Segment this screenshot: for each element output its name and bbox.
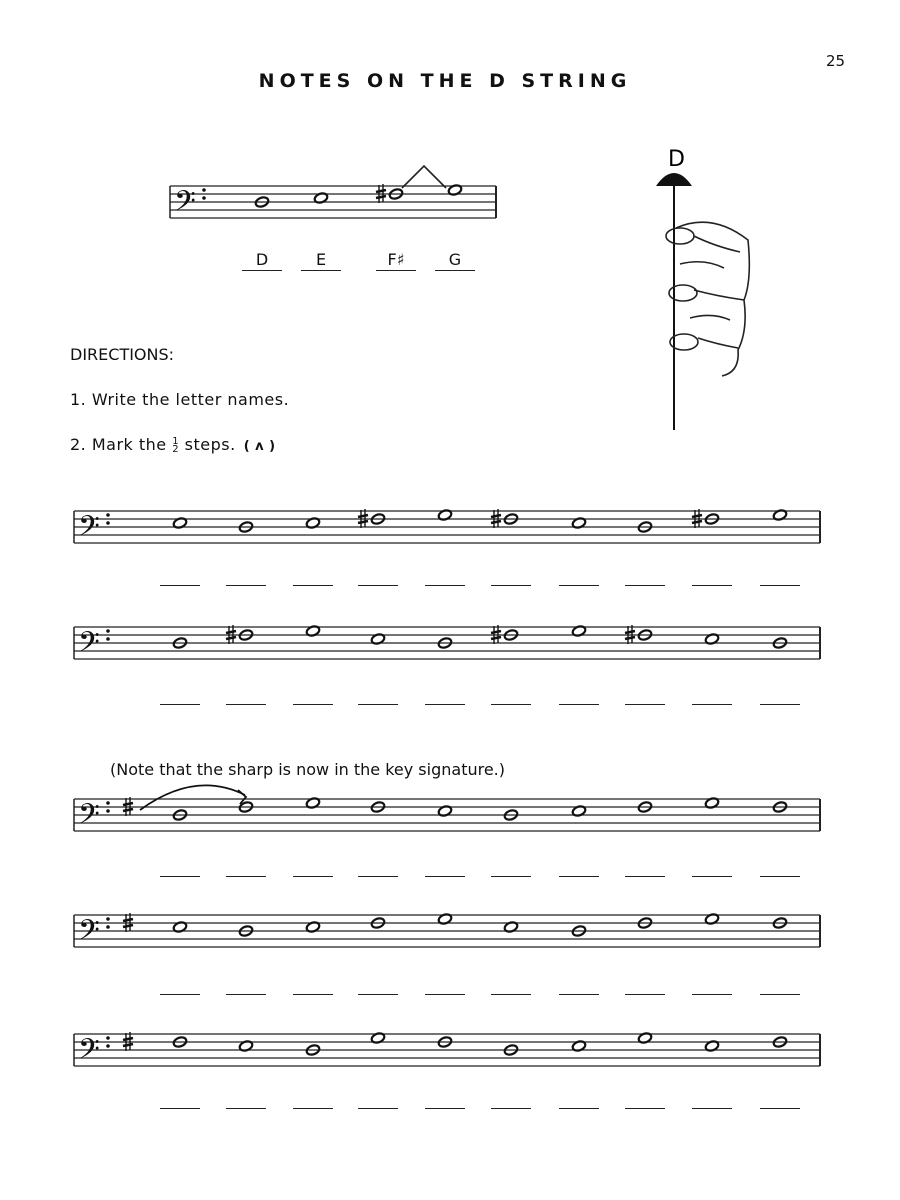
answer-blank[interactable] [491,585,531,586]
bass-clef-icon: 𝄢 [78,510,100,550]
clef-dot [106,917,110,921]
staff-3 [74,797,820,838]
answer-blank[interactable] [293,1108,333,1109]
answer-blank[interactable] [692,1108,732,1109]
answer-blank[interactable] [491,704,531,705]
staff-4 [74,913,820,954]
bass-clef-icon: 𝄢 [78,798,100,838]
clef-dot [106,925,110,929]
directions-heading: DIRECTIONS: [70,345,175,364]
answer-blank[interactable] [625,876,665,877]
bridge-dome [656,173,692,186]
answer-blank[interactable] [559,876,599,877]
answer-blank[interactable] [692,704,732,705]
key-signature-arrow [140,785,245,810]
clef-dot [202,196,206,200]
letter-name: G [435,250,475,271]
half-numerator: 1 [172,435,180,447]
answer-blank[interactable] [625,585,665,586]
answer-blank[interactable] [160,876,200,877]
answer-blank[interactable] [425,1108,465,1109]
direction-item-1: 1. Write the letter names. [70,390,290,409]
answer-blank[interactable] [559,704,599,705]
answer-blank[interactable] [358,704,398,705]
clef-dot [106,513,110,517]
answer-blank[interactable] [760,1108,800,1109]
answer-blank[interactable] [760,704,800,705]
answer-blank[interactable] [425,994,465,995]
answer-blank[interactable] [226,585,266,586]
answer-blank[interactable] [491,876,531,877]
intro-letter-names [0,250,900,276]
string-label: D [668,147,685,172]
clef-dot [106,637,110,641]
answer-blank[interactable] [425,876,465,877]
half-step-mark [402,166,446,188]
answer-blank[interactable] [760,585,800,586]
answer-blank[interactable] [358,876,398,877]
direction-2-text: 2. Mark the [70,435,167,454]
answer-blank[interactable] [760,876,800,877]
answer-blank[interactable] [559,585,599,586]
answer-blank[interactable] [692,876,732,877]
answer-blank[interactable] [293,876,333,877]
staff-2 [74,625,820,666]
answer-blank[interactable] [160,1108,200,1109]
answer-blank[interactable] [491,1108,531,1109]
clef-dot [106,1036,110,1040]
direction-item-2 [70,435,284,454]
bass-clef-icon: 𝄢 [78,1033,100,1073]
answer-blank[interactable] [358,994,398,995]
clef-dot [106,809,110,813]
half-denominator: 2 [172,443,180,455]
letter-name: F♯ [376,250,416,271]
clef-dot [106,521,110,525]
answer-blank[interactable] [226,1108,266,1109]
caret-symbol: ( ʌ ) [243,439,276,454]
answer-blank[interactable] [559,1108,599,1109]
answer-blank[interactable] [226,704,266,705]
exercise-staves [74,509,820,1073]
bass-clef-icon: 𝄢 [174,185,196,225]
half-fraction [170,435,182,455]
answer-blank[interactable] [760,994,800,995]
staff-5 [74,1032,820,1073]
answer-blank[interactable] [425,585,465,586]
answer-blank[interactable] [625,704,665,705]
answer-blank[interactable] [625,1108,665,1109]
answer-blank[interactable] [293,704,333,705]
answer-blank[interactable] [559,994,599,995]
answer-blank[interactable] [160,585,200,586]
letter-name: D [242,250,282,271]
staff-1 [74,509,820,550]
answer-blank[interactable] [692,994,732,995]
answer-blank[interactable] [491,994,531,995]
answer-blank[interactable] [293,585,333,586]
intro-staff [170,166,496,225]
page-number: 25 [826,52,846,70]
clef-dot [106,801,110,805]
page-title: NOTES ON THE D STRING [258,70,632,92]
clef-dot [106,629,110,633]
answer-blank[interactable] [226,876,266,877]
clef-dot [202,188,206,192]
hand-illustration [666,222,749,376]
clef-dot [106,1044,110,1048]
key-signature-note: (Note that the sharp is now in the key signature.) [110,760,505,779]
bass-clef-icon: 𝄢 [78,914,100,954]
direction-2-steps: steps. [184,435,236,454]
answer-blank[interactable] [160,704,200,705]
answer-blank[interactable] [160,994,200,995]
answer-blank[interactable] [293,994,333,995]
answer-blank[interactable] [226,994,266,995]
bass-clef-icon: 𝄢 [78,626,100,666]
fingering-diagram [656,147,749,430]
answer-blank[interactable] [358,585,398,586]
answer-blank[interactable] [625,994,665,995]
answer-blank[interactable] [425,704,465,705]
answer-blank[interactable] [692,585,732,586]
answer-blank[interactable] [358,1108,398,1109]
letter-name: E [301,250,341,271]
